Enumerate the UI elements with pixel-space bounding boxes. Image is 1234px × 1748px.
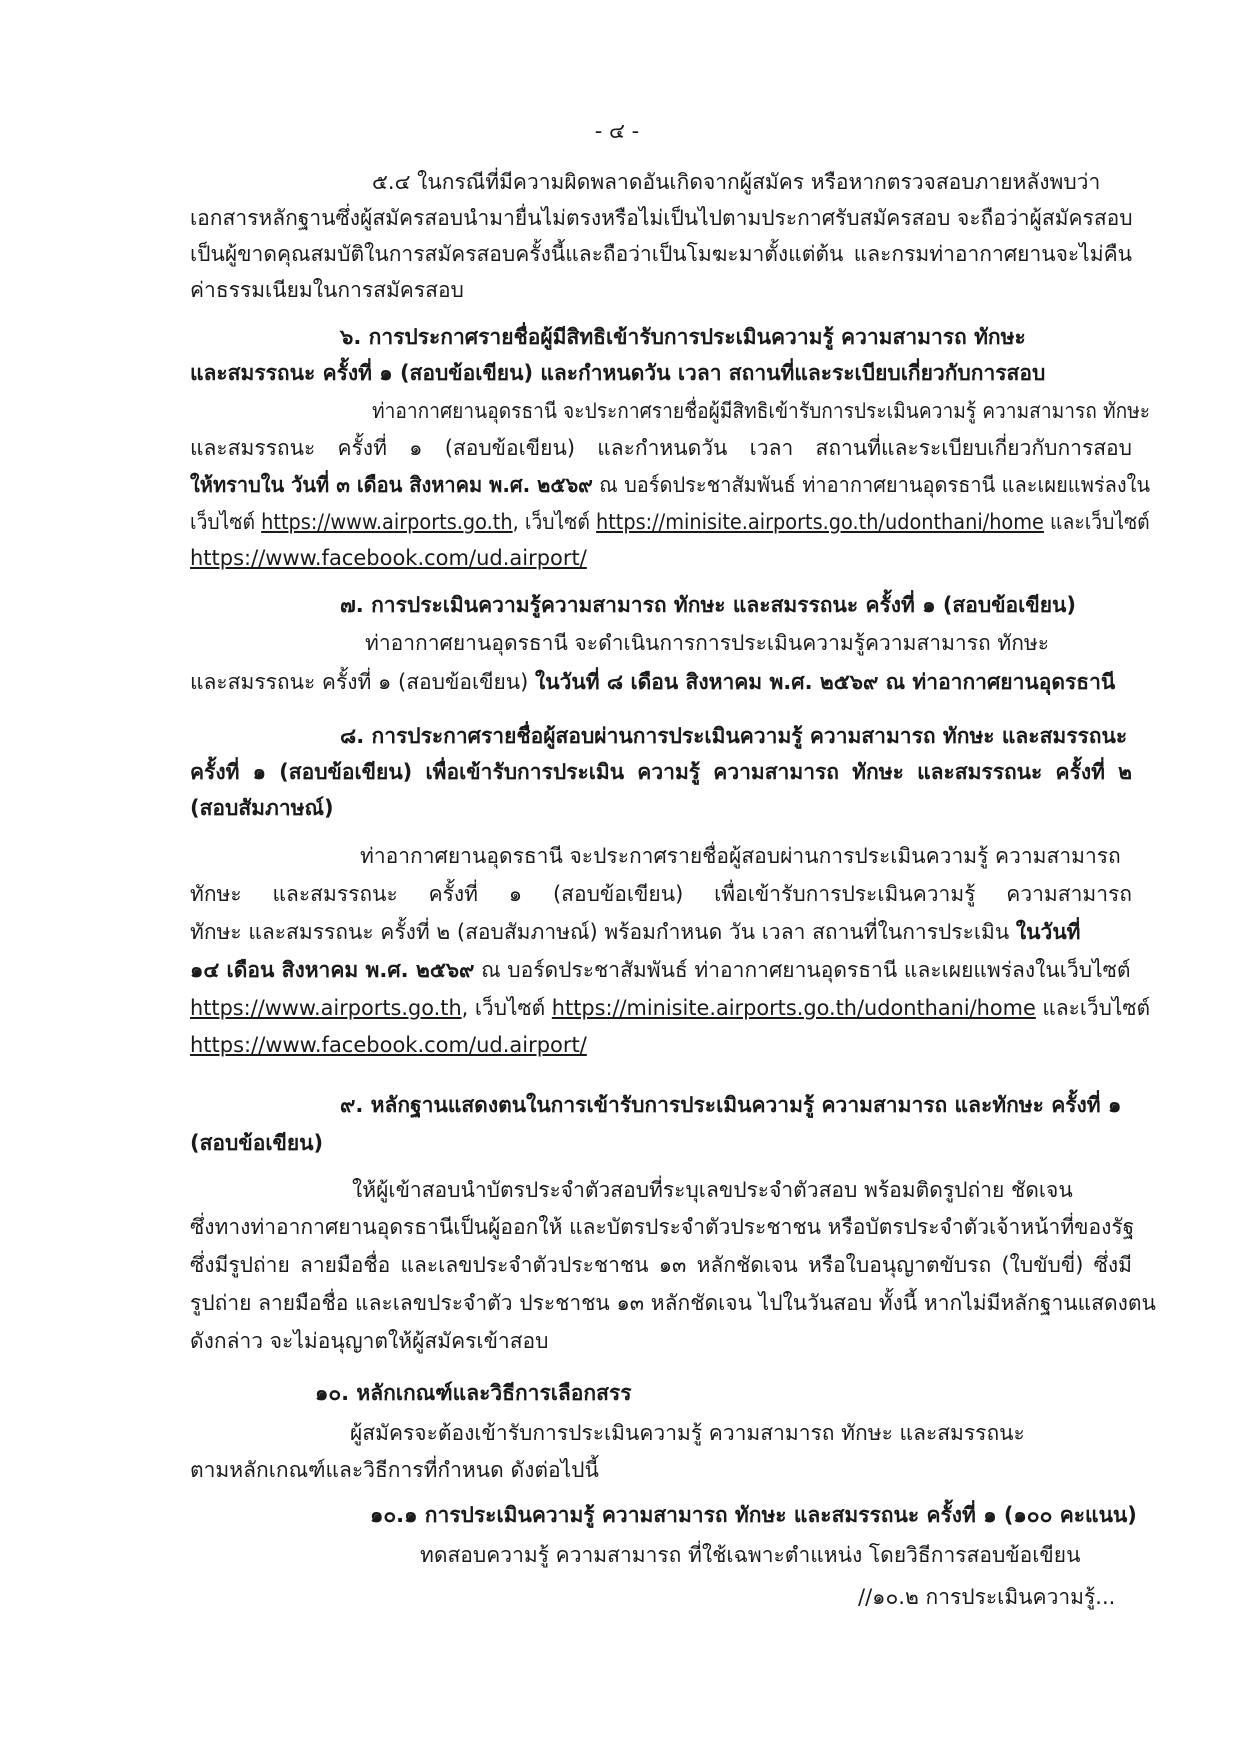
section-10-heading: ๑๐. หลักเกณฑ์และวิธีการเลือกสรร <box>315 1381 632 1405</box>
section-6-body-line-4 <box>190 507 1150 537</box>
continuation-note: //๑๐.๒ การประเมินความรู้... <box>858 1585 1116 1609</box>
section-8-body-line-3-plain: ทักษะ และสมรรถนะ ครั้งที่ ๒ (สอบสัมภาษณ์) พร้อมกำหนด วัน เวลา สถานที่ในการประเมิน <box>190 920 1016 944</box>
website-suffix: และเว็บไซต์ <box>1043 510 1150 534</box>
facebook-link[interactable]: https://www.facebook.com/ud.airport/ <box>190 1033 587 1057</box>
section-8-body-line-3 <box>190 917 1081 947</box>
section-9-heading-line-1: ๙. หลักฐานแสดงตนในการเข้ารับการประเมินความรู้ ความสามารถ และทักษะ ครั้งที่ ๑ <box>340 1093 1122 1117</box>
website-prefix: เว็บไซต์ <box>190 510 262 534</box>
section-10-body-line-2: ตามหลักเกณฑ์และวิธีการที่กำหนด ดังต่อไปนี้ <box>190 1458 599 1482</box>
section-8-body-line-4 <box>190 955 1131 985</box>
facebook-link[interactable]: https://www.facebook.com/ud.airport/ <box>190 546 587 570</box>
section-9-body-line-1: ให้ผู้เข้าสอบนำบัตรประจำตัวสอบที่ระบุเลขประจำตัวสอบ พร้อมติดรูปถ่าย ชัดเจน <box>352 1178 1073 1202</box>
minisite-link[interactable]: https://minisite.airports.go.th/udonthani/home <box>551 996 1036 1020</box>
section-8-body-line-2: ทักษะ และสมรรถนะ ครั้งที่ ๑ (สอบข้อเขียน) เพื่อเข้ารับการประเมินความรู้ ความสามารถ <box>190 882 1132 906</box>
section-5-4-line-4: ค่าธรรมเนียมในการสมัครสอบ <box>190 278 464 302</box>
section-5-4-line-2: เอกสารหลักฐานซึ่งผู้สมัครสอบนำมายื่นไม่ตรงหรือไม่เป็นไปตามประกาศรับสมัครสอบ จะถือว่าผู้สมัครสอบ <box>190 206 1133 230</box>
website-suffix: และเว็บไซต์ <box>1035 996 1151 1020</box>
section-6-heading-line-1: ๖. การประกาศรายชื่อผู้มีสิทธิเข้ารับการประเมินความรู้ ความสามารถ ทักษะ <box>340 325 1026 349</box>
section-7-heading: ๗. การประเมินความรู้ความสามารถ ทักษะ และสมรรถนะ ครั้งที่ ๑ (สอบข้อเขียน) <box>340 593 1076 617</box>
section-8-body-line-1: ท่าอากาศยานอุดรธานี จะประกาศรายชื่อผู้สอบผ่านการประเมินความรู้ ความสามารถ <box>360 844 1121 868</box>
airports-link[interactable]: https://www.airports.go.th <box>190 996 462 1020</box>
section-8-heading-line-2: ครั้งที่ ๑ (สอบข้อเขียน) เพื่อเข้ารับการประเมิน ความรู้ ความสามารถ ทักษะ และสมรรถนะ ครั้งที่ ๒ <box>190 760 1132 784</box>
section-9-body-line-4: รูปถ่าย ลายมือชื่อ และเลขประจำตัว ประชาชน ๑๓ หลักชัดเจน ไปในวันสอบ ทั้งนี้ หากไม่มีหลักฐานแสดงตน <box>190 1291 1156 1315</box>
section-9-body-line-2: ซึ่งทางท่าอากาศยานอุดรธานีเป็นผู้ออกให้ และบัตรประจำตัวประชาชน หรือบัตรประจำตัวเจ้าหน้าที่ของรัฐ <box>190 1215 1135 1239</box>
section-6-body-line-3 <box>190 470 1150 500</box>
section-10-body-line-1: ผู้สมัครจะต้องเข้ารับการประเมินความรู้ ความสามารถ ทักษะ และสมรรถนะ <box>350 1421 1025 1445</box>
section-9-body-line-5: ดังกล่าว จะไม่อนุญาตให้ผู้สมัครเข้าสอบ <box>190 1329 549 1353</box>
section-5-4-line-3: เป็นผู้ขาดคุณสมบัติในการสมัครสอบครั้งนี้และถือว่าเป็นโมฆะมาตั้งแต่ต้น และกรมท่าอากาศยานจะไม่คืน <box>190 242 1132 266</box>
section-9-body-line-3: ซึ่งมีรูปถ่าย ลายมือชื่อ และเลขประจำตัวประชาชน ๑๓ หลักชัดเจน หรือใบอนุญาตขับรถ (ใบขับขี่) ซึ่งมี <box>190 1253 1132 1277</box>
section-8-heading-line-1: ๘. การประกาศรายชื่อผู้สอบผ่านการประเมินความรู้ ความสามารถ ทักษะ และสมรรถนะ <box>340 724 1128 748</box>
section-7-body-line-2 <box>190 667 1115 697</box>
section-6-body-line-1: ท่าอากาศยานอุดรธานี จะประกาศรายชื่อผู้มีสิทธิเข้ารับการประเมินความรู้ ความสามารถ ทักษะ <box>372 399 1151 423</box>
airports-link[interactable]: https://www.airports.go.th <box>261 510 513 534</box>
section-7-body-line-1: ท่าอากาศยานอุดรธานี จะดำเนินการการประเมินความรู้ความสามารถ ทักษะ <box>365 631 1050 655</box>
section-10-1-heading: ๑๐.๑ การประเมินความรู้ ความสามารถ ทักษะ และสมรรถนะ ครั้งที่ ๑ (๑๐๐ คะแนน) <box>370 1503 1137 1527</box>
minisite-link[interactable]: https://minisite.airports.go.th/udonthani/home <box>596 510 1044 534</box>
results-date: ๑๔ เดือน สิงหาคม พ.ศ. ๒๕๖๙ <box>190 958 475 982</box>
section-8-body-line-5 <box>190 993 1150 1023</box>
section-8-heading-line-3: (สอบสัมภาษณ์) <box>190 796 334 820</box>
section-8-date-prefix: ในวันที่ <box>1015 920 1081 944</box>
section-7-body-line-2-plain: และสมรรถนะ ครั้งที่ ๑ (สอบข้อเขียน) <box>190 670 536 694</box>
section-6-body-line-2: และสมรรถนะ ครั้งที่ ๑ (สอบข้อเขียน) และกำหนดวัน เวลา สถานที่และระเบียบเกี่ยวกับการสอบ <box>190 436 1132 460</box>
section-6-body-line-3-rest: ณ บอร์ดประชาสัมพันธ์ ท่าอากาศยานอุดรธานี และเผยแพร่ลงใน <box>592 473 1151 497</box>
website-mid: , เว็บไซต์ <box>461 996 552 1020</box>
section-9-heading-line-2: (สอบข้อเขียน) <box>190 1131 324 1155</box>
exam-date: ในวันที่ ๘ เดือน สิงหาคม พ.ศ. ๒๕๖๙ ณ ท่าอากาศยานอุดรธานี <box>535 670 1116 694</box>
announcement-date: ให้ทราบใน วันที่ ๓ เดือน สิงหาคม พ.ศ. ๒๕๖๙ <box>190 473 593 497</box>
section-5-4-line-1: ๕.๔ ในกรณีที่มีความผิดพลาดอันเกิดจากผู้สมัคร หรือหากตรวจสอบภายหลังพบว่า <box>372 170 1101 194</box>
section-8-body-line-4-rest: ณ บอร์ดประชาสัมพันธ์ ท่าอากาศยานอุดรธานี และเผยแพร่ลงในเว็บไซต์ <box>474 958 1131 982</box>
website-mid: , เว็บไซต์ <box>512 510 597 534</box>
page-number: - ๔ - <box>594 119 640 143</box>
section-10-1-body: ทดสอบความรู้ ความสามารถ ที่ใช้เฉพาะตำแหน่ง โดยวิธีการสอบข้อเขียน <box>420 1543 1081 1567</box>
section-6-heading-line-2: และสมรรถนะ ครั้งที่ ๑ (สอบข้อเขียน) และกำหนดวัน เวลา สถานที่และระเบียบเกี่ยวกับการสอบ <box>190 361 1046 385</box>
